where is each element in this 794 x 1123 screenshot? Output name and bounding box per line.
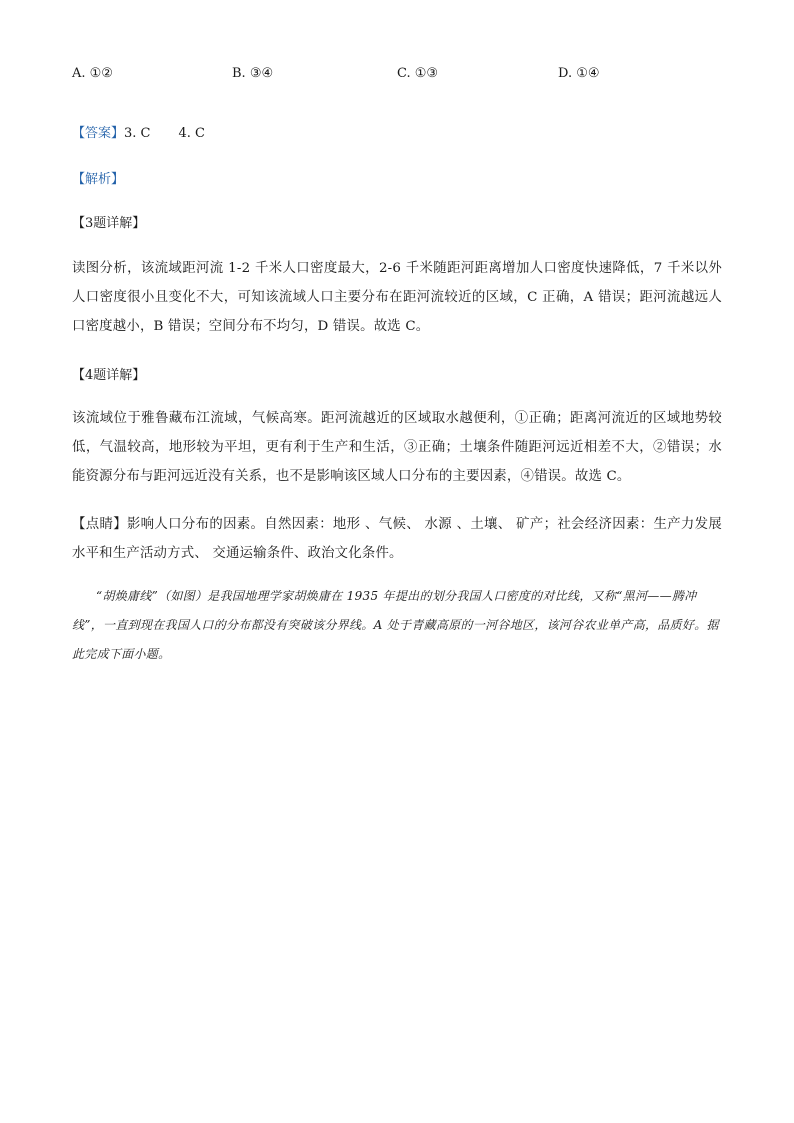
detail3-heading: 【3题详解】 [72,216,146,231]
answer-q3: 3. C [124,126,151,141]
detail3-paragraph: 读图分析，该流域距河流 1-2 千米人口密度最大，2-6 千米随距河距离增加人口密度快速降低，7 千米以外人口密度很小且变化不大，可知该流域人口主要分布在距河流较近的区域，C 正确，A 错误；距河流越远人口密度越小，B 错误；空间分布不均匀，D 错误。故选 C。 [72,261,722,334]
dianjing-label: 【点睛】 [72,517,127,532]
detail4-paragraph: 该流域位于雅鲁藏布江流域，气候高寒。距河流越近的区域取水越便利，①正确；距离河流近的区域地势较低，气温较高，地形较为平坦，更有利于生产和生活，③正确；土壤条件随距河远近相差不大，②错误；水能资源分布与距河远近没有关系，也不是影响该区域人口分布的主要因素，④错误。故选 C。 [72,411,722,484]
answer-q4: 4. C [178,126,205,141]
question-intro-paragraph: “胡焕庸线”（如图）是我国地理学家胡焕庸在 1935 年提出的划分我国人口密度的对比线，又称“黑河——腾冲线”，一直到现在我国人口的分布都没有突破该分界线。A 处于青藏高原的一河谷地区，该河谷农业单产高，品质好。据此完成下面小题。 [72,589,719,661]
dianjing-text: 影响人口分布的因素。自然因素：地形 、气候、 水源 、土壤、 矿产；社会经济因素：生产力发展水平和生产活动方式、 交通运输条件、政治文化条件。 [72,517,722,561]
dianjing-paragraph [72,510,722,568]
answer-label: 【答案】 [72,126,125,141]
detail4-heading: 【4题详解】 [72,368,146,383]
answer-options [72,66,732,88]
analysis-heading [72,168,124,187]
option-a: A. ①② [72,66,113,81]
option-c: C. ①③ [397,66,439,81]
option-d: D. ①④ [558,66,600,81]
analysis-label: 【解析】 [72,172,125,187]
option-b: B. ③④ [232,66,274,81]
answer-line [72,122,205,141]
